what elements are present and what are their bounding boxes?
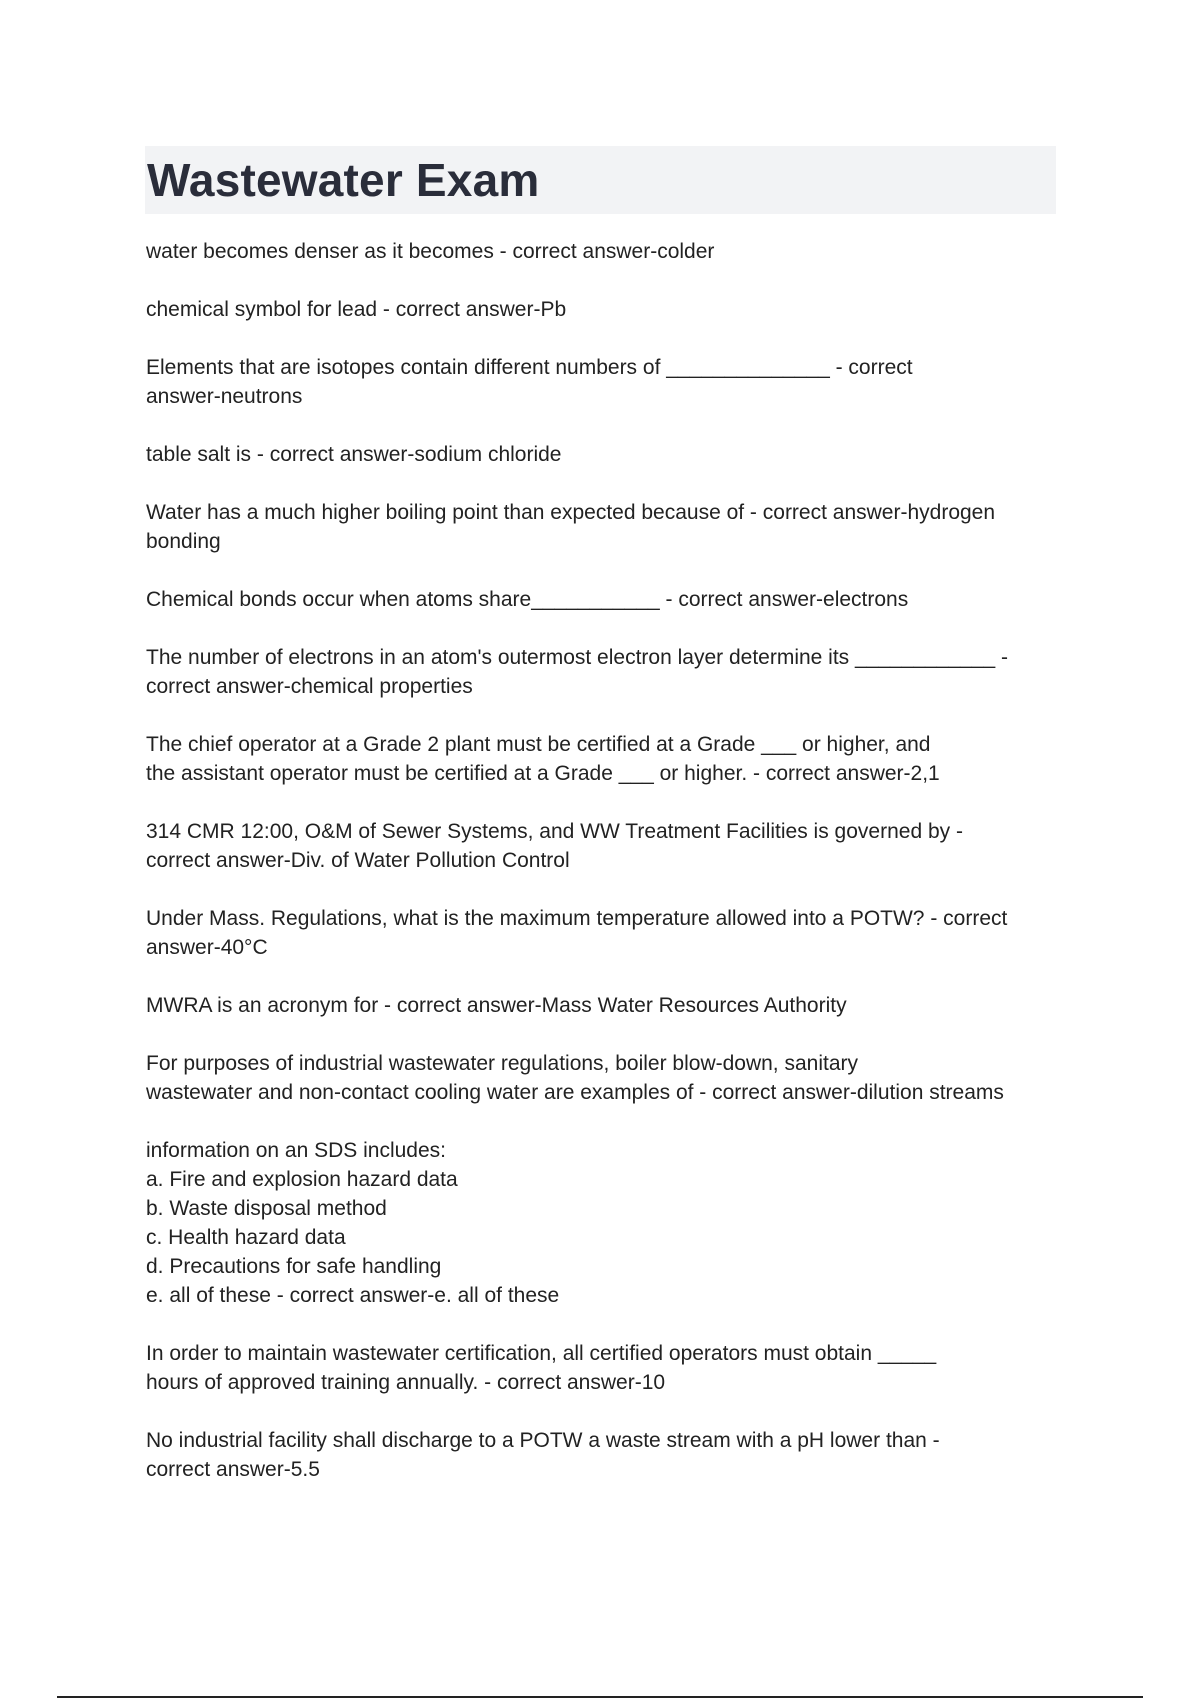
question-text-line: 314 CMR 12:00, O&M of Sewer Systems, and WW Treatment Facilities is governed by - bbox=[146, 820, 963, 843]
question-text-line: No industrial facility shall discharge to a POTW a waste stream with a pH lower than - bbox=[146, 1429, 940, 1452]
question-item bbox=[146, 817, 1066, 875]
question-item bbox=[146, 1426, 1066, 1484]
question-text-line: The chief operator at a Grade 2 plant must be certified at a Grade ___ or higher, and bbox=[146, 733, 931, 756]
question-text-line: correct answer-Div. of Water Pollution Control bbox=[146, 849, 570, 872]
question-text-line: In order to maintain wastewater certification, all certified operators must obtain _____ bbox=[146, 1342, 937, 1365]
question-text-line: Elements that are isotopes contain different numbers of ______________ - correct bbox=[146, 356, 913, 379]
question-text-line: For purposes of industrial wastewater regulations, boiler blow-down, sanitary bbox=[146, 1052, 859, 1075]
question-item bbox=[146, 1136, 1066, 1310]
question-option-line: a. Fire and explosion hazard data bbox=[146, 1168, 458, 1191]
title-banner bbox=[145, 146, 1056, 214]
question-text-line: table salt is - correct answer-sodium chloride bbox=[146, 443, 562, 466]
question-option-line: d. Precautions for safe handling bbox=[146, 1255, 442, 1278]
question-item bbox=[146, 237, 1066, 266]
question-item bbox=[146, 295, 1066, 324]
question-text-line: answer-neutrons bbox=[146, 385, 303, 408]
question-item bbox=[146, 1049, 1066, 1107]
page-title: Wastewater Exam bbox=[147, 154, 540, 206]
question-item bbox=[146, 991, 1066, 1020]
question-item bbox=[146, 440, 1066, 469]
question-text-line: water becomes denser as it becomes - correct answer-colder bbox=[146, 240, 715, 263]
question-list bbox=[146, 237, 1066, 1513]
question-item bbox=[146, 643, 1066, 701]
question-text-line: correct answer-chemical properties bbox=[146, 675, 473, 698]
question-text-line: Chemical bonds occur when atoms share___________ - correct answer-electrons bbox=[146, 588, 909, 611]
question-option-line: c. Health hazard data bbox=[146, 1226, 346, 1249]
question-text-line: answer-40°C bbox=[146, 936, 268, 959]
question-text-line: bonding bbox=[146, 530, 221, 553]
question-text-line: the assistant operator must be certified at a Grade ___ or higher. - correct answer-2,1 bbox=[146, 762, 940, 785]
question-item bbox=[146, 1339, 1066, 1397]
footer-divider bbox=[57, 1696, 1143, 1698]
question-option-line: e. all of these - correct answer-e. all of these bbox=[146, 1284, 560, 1307]
question-item bbox=[146, 585, 1066, 614]
question-text-line: hours of approved training annually. - correct answer-10 bbox=[146, 1371, 666, 1394]
question-option-line: b. Waste disposal method bbox=[146, 1197, 387, 1220]
question-text-line: MWRA is an acronym for - correct answer-Mass Water Resources Authority bbox=[146, 994, 847, 1017]
question-text-line: chemical symbol for lead - correct answer-Pb bbox=[146, 298, 567, 321]
question-item bbox=[146, 730, 1066, 788]
question-text-line: Water has a much higher boiling point than expected because of - correct answer-hydrogen bbox=[146, 501, 996, 524]
question-text-line: wastewater and non-contact cooling water are examples of - correct answer-dilution streams bbox=[146, 1081, 1004, 1104]
question-text-line: Under Mass. Regulations, what is the maximum temperature allowed into a POTW? - correct bbox=[146, 907, 1008, 930]
question-text-line: information on an SDS includes: bbox=[146, 1139, 446, 1162]
question-item bbox=[146, 498, 1066, 556]
question-text-line: correct answer-5.5 bbox=[146, 1458, 320, 1481]
question-item bbox=[146, 904, 1066, 962]
question-item bbox=[146, 353, 1066, 411]
question-text-line: The number of electrons in an atom's outermost electron layer determine its ____________ - bbox=[146, 646, 1008, 669]
